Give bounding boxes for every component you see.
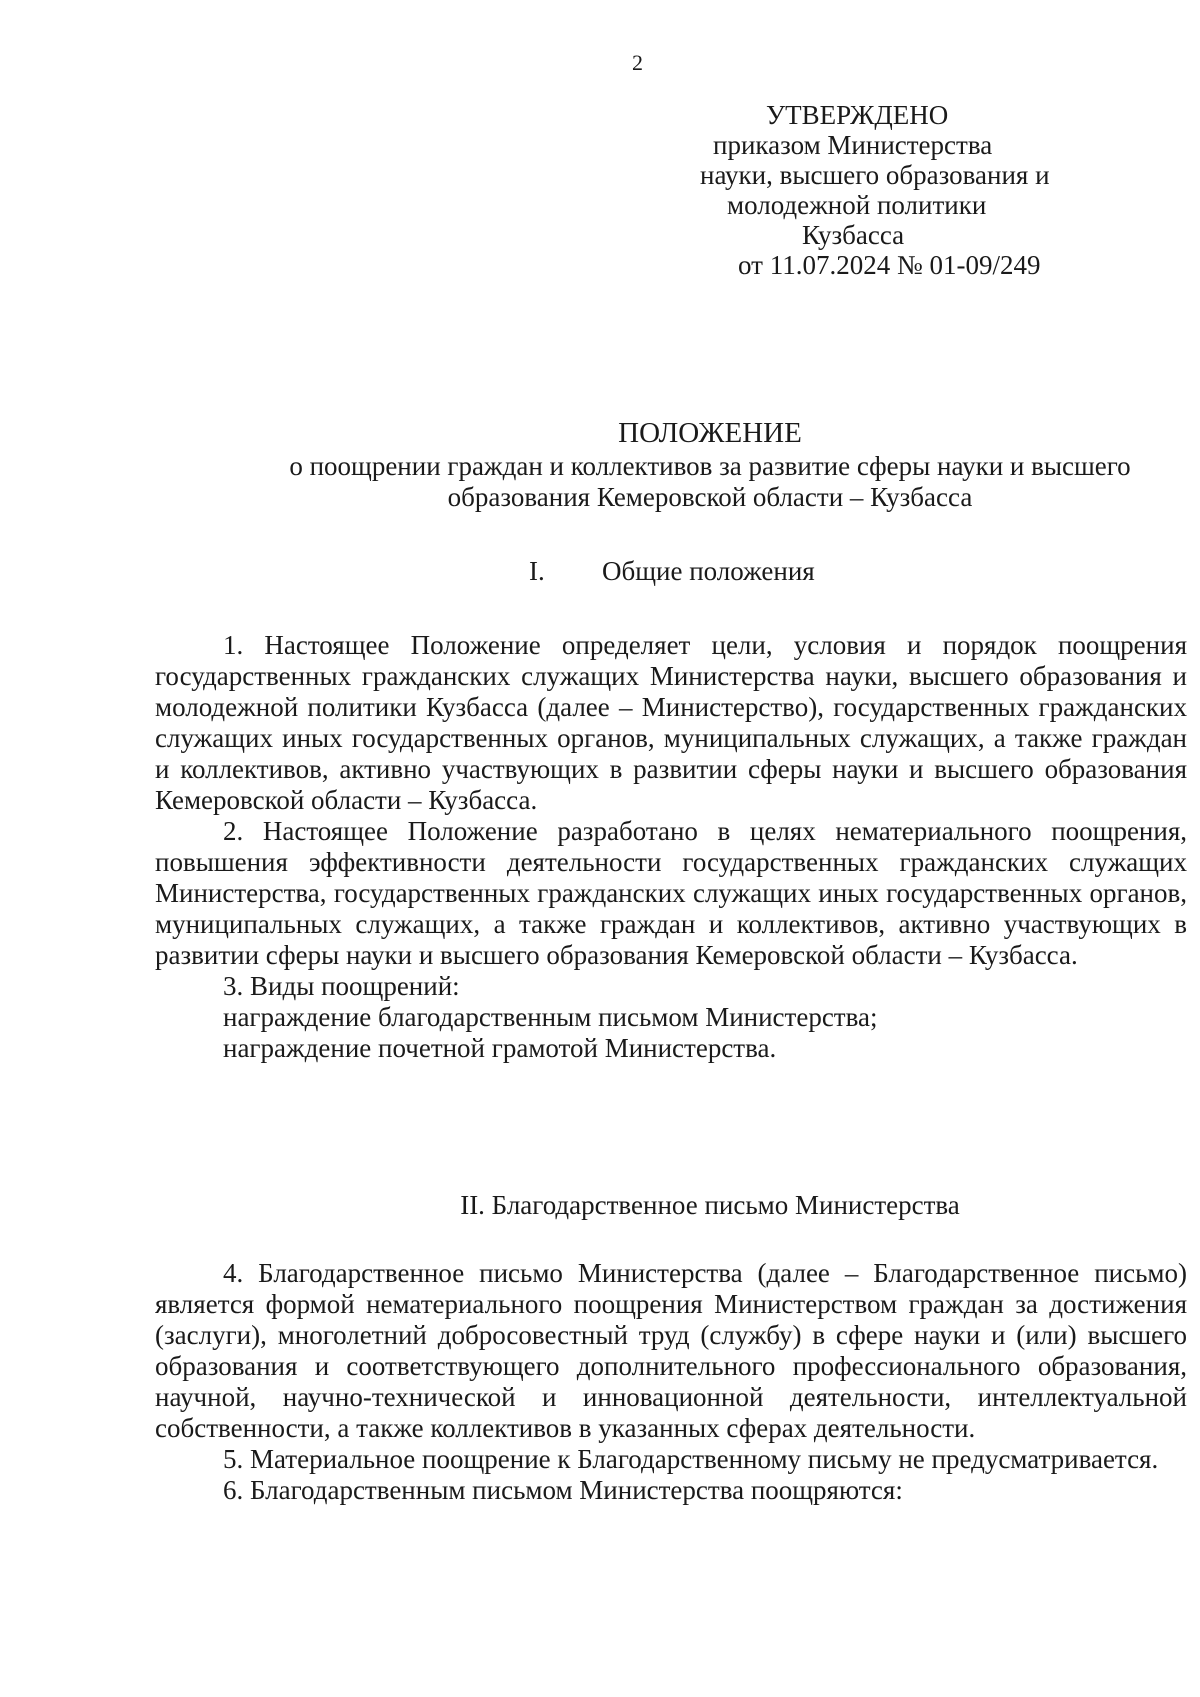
reward-type-certificate: награждение почетной грамотой Министерства. — [223, 1033, 777, 1063]
section-2-heading: II. Благодарственное письмо Министерства — [460, 1190, 960, 1220]
paragraph-2: 2. Настоящее Положение разработано в целях нематериального поощрения, повышения эффективности деятельности государственных гражданских служащих Министерства, государственных гражданских служащих иных государственных органов, муниципальных служащих, а также граждан и коллективов, активно участвующих в развитии сферы науки и высшего образования Кемеровской области – Кузбасса. — [155, 816, 1187, 970]
approval-line-date-number: от 11.07.2024 № 01-09/249 — [738, 250, 1041, 280]
section-1-title: Общие положения — [602, 556, 815, 586]
approval-line-ministry: науки, высшего образования и — [700, 160, 1050, 190]
paragraph-6: 6. Благодарственным письмом Министерства поощряются: — [223, 1475, 903, 1505]
section-2-body — [155, 1258, 1187, 1506]
document-subtitle-line-2: образования Кемеровской области – Кузбасса — [447, 482, 973, 512]
paragraph-5: 5. Материальное поощрение к Благодарственному письму не предусматривается. — [223, 1444, 1159, 1474]
paragraph-4: 4. Благодарственное письмо Министерства (далее – Благодарственное письмо) является формой нематериального поощрения Министерством граждан за достижения (заслуги), многолетний добросовестный труд (службу) в сфере науки и (или) высшего образования и соответствующего дополнительного профессионального образования, научной, научно-технической и инновационной деятельности, интеллектуальной собственности, а также коллективов в указанных сферах деятельности. — [155, 1258, 1187, 1443]
section-1-body — [155, 630, 1187, 1064]
page-number: 2 — [632, 50, 643, 75]
paragraph-1: 1. Настоящее Положение определяет цели, условия и порядок поощрения государственных гражданских служащих Министерства науки, высшего образования и молодежной политики Кузбасса (далее – Министерство), государственных гражданских служащих иных государственных органов, муниципальных служащих, а также граждан и коллективов, активно участвующих в развитии сферы науки и высшего образования Кемеровской области – Кузбасса. — [155, 630, 1187, 815]
reward-type-letter: награждение благодарственным письмом Министерства; — [223, 1002, 878, 1032]
approval-stamp-block — [700, 100, 1160, 280]
approval-line-order: приказом Министерства — [713, 130, 993, 160]
document-title-block — [150, 418, 1200, 513]
approval-line-policy: молодежной политики — [727, 190, 987, 220]
document-title: ПОЛОЖЕНИЕ — [618, 417, 802, 449]
paragraph-3: 3. Виды поощрений: — [223, 971, 460, 1001]
approval-line-approved: УТВЕРЖДЕНО — [766, 100, 949, 130]
section-1-number: I. — [529, 556, 545, 586]
document-subtitle-line-1: о поощрении граждан и коллективов за развитие сферы науки и высшего — [289, 451, 1131, 481]
approval-line-region: Кузбасса — [802, 220, 905, 250]
